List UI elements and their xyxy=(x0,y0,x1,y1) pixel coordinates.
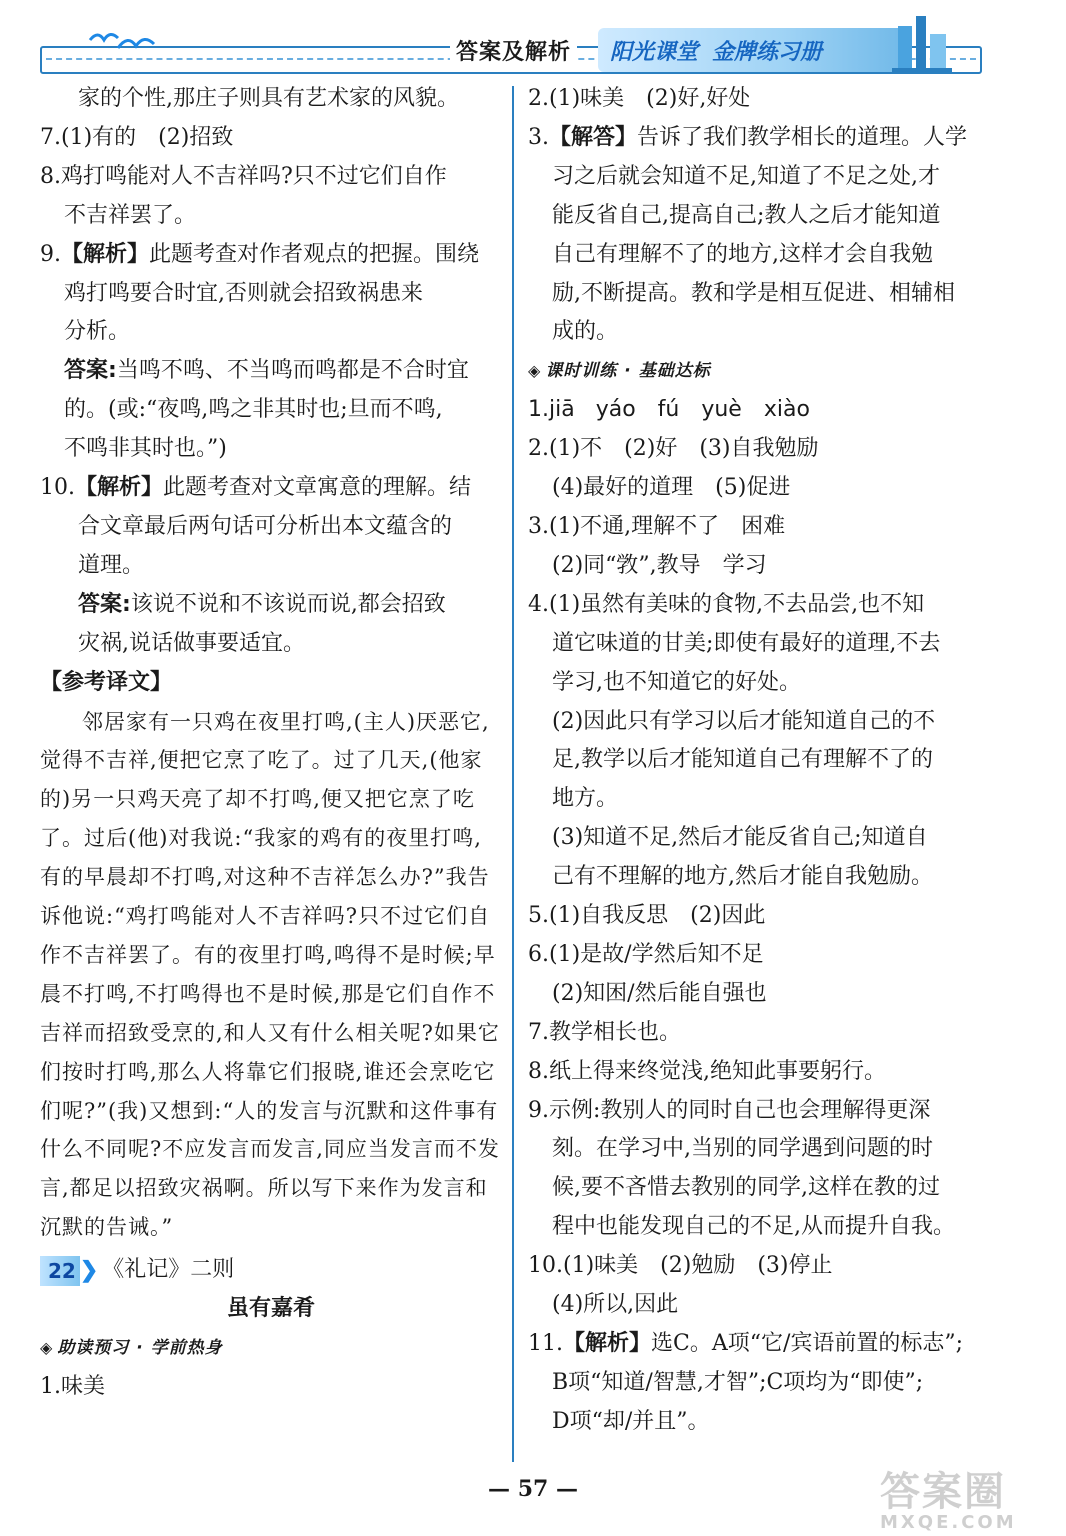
training-answer-9-cont: 程中也能发现自己的不足,从而提升自我。 xyxy=(552,1214,955,1240)
preview-answer-3-cont: 励,不断提高。教和学是相互促进、相辅相 xyxy=(552,280,955,306)
training-answer-4-cont: (2)因此只有学习以后才能知道自己的不 xyxy=(552,708,936,734)
answer-9-solution-cont: 的。(或:“夜鸣,鸣之非其时也;旦而不鸣, xyxy=(64,397,443,423)
right-column xyxy=(528,80,984,1442)
answer-label: 答案: xyxy=(64,358,117,384)
subsection-label: 助读预习 · 学前热身 xyxy=(57,1338,223,1358)
subsection-heading xyxy=(528,352,984,391)
diamond-icon: ◈ xyxy=(40,1338,54,1357)
training-answer-3-cont: (2)同“敩”,教导 学习 xyxy=(552,552,767,578)
training-answer-6: 6.(1)是故/学然后知不足 xyxy=(528,941,764,967)
answer-10-solution-text: 该说不说和不该说而说,都会招致 xyxy=(130,591,446,617)
preview-answer-3-number: 3. xyxy=(528,124,549,150)
training-answer-9-cont: 候,要不吝惜去教别的同学,这样在教的过 xyxy=(552,1175,940,1201)
brand-left: 阳光课堂 xyxy=(610,39,699,65)
preview-answer-3-cont: 自己有理解不了的地方,这样才会自我勉 xyxy=(552,241,933,267)
answer-10 xyxy=(40,469,502,508)
training-answer-4: 4.(1)虽然有美味的食物,不去品尝,也不知 xyxy=(528,591,925,617)
answer-10-solution-cont: 灾祸,说话做事要适宜。 xyxy=(78,630,305,656)
analysis-tag: 【解析】 xyxy=(563,1331,652,1356)
diamond-icon: ◈ xyxy=(528,361,542,381)
lesson-header xyxy=(40,1251,502,1290)
answer-10-number: 10. xyxy=(40,475,75,501)
preview-answer-3-cont: 能反省自己,提高自己;教人之后才能知道 xyxy=(552,202,941,228)
text-line: 家的个性,那庄子则具有艺术家的风貌。 xyxy=(78,86,459,111)
training-answer-11 xyxy=(528,1325,984,1364)
preview-answer-2: 2.(1)味美 (2)好,好处 xyxy=(528,86,751,111)
page-header xyxy=(0,0,1066,82)
training-answer-10-cont: (4)所以,因此 xyxy=(552,1292,679,1318)
training-answer-11-number: 11. xyxy=(528,1331,563,1356)
training-answer-10: 10.(1)味美 (2)勉励 (3)停止 xyxy=(528,1253,833,1279)
answer-10-cont: 道理。 xyxy=(78,552,145,578)
training-answer-11-cont: B项“知道/智慧,才智”;C项均为“即使”; xyxy=(552,1369,924,1395)
answer-label: 答案: xyxy=(78,591,131,617)
training-answer-8: 8.纸上得来终觉浅,绝知此事要躬行。 xyxy=(528,1058,886,1084)
training-answer-4-cont: 学习,也不知道它的好处。 xyxy=(552,669,801,695)
training-answer-9: 9.示例:教别人的同时自己也会理解得更深 xyxy=(528,1097,931,1123)
answer-9-text: 此题考查对作者观点的把握。围绕 xyxy=(149,241,480,267)
brand-banner xyxy=(598,28,910,72)
preview-answer-3-cont: 成的。 xyxy=(552,319,619,345)
preview-answer-1: 1.味美 xyxy=(40,1373,105,1399)
answer-9-solution xyxy=(40,352,502,391)
lesson-title: 《礼记》二则 xyxy=(102,1257,235,1283)
training-answer-2: 2.(1)不 (2)好 (3)自我勉励 xyxy=(528,436,819,462)
training-answer-6-cont: (2)知困/然后能自强也 xyxy=(552,980,767,1006)
analysis-tag: 【解析】 xyxy=(61,241,150,267)
preview-answer-3-cont: 习之后就会知道不足,知道了不足之处,才 xyxy=(552,163,940,189)
training-answer-11-text: 选C。A项“它/宾语前置的标志”; xyxy=(651,1331,964,1356)
lesson-number: 22 xyxy=(40,1256,80,1286)
training-answer-3: 3.(1)不通,理解不了 困难 xyxy=(528,513,786,539)
chevron-right-icon: ❯ xyxy=(79,1257,99,1284)
answer-7: 7.(1)有的 (2)招致 xyxy=(40,124,234,150)
answer-8-cont: 不吉祥罢了。 xyxy=(64,202,197,228)
brand-right: 金牌练习册 xyxy=(712,39,823,65)
subsection-label: 课时训练 · 基础达标 xyxy=(545,361,711,382)
training-answer-9-cont: 刻。在学习中,当别的同学遇到问题的时 xyxy=(552,1136,933,1162)
watermark-url: MXQE.COM xyxy=(880,1512,1017,1533)
answer-9-cont: 鸡打鸣要合时宜,否则就会招致祸患来 xyxy=(64,280,423,306)
watermark-text: 答案圈 xyxy=(880,1469,1006,1515)
watermark-logo xyxy=(880,1470,1060,1532)
training-answer-11-cont: D项“却/并且”。 xyxy=(552,1408,710,1434)
training-answer-5: 5.(1)自我反思 (2)因此 xyxy=(528,903,766,929)
seagull-icon xyxy=(88,26,158,56)
analysis-tag: 【解析】 xyxy=(75,475,164,501)
tower-icon xyxy=(880,12,960,74)
training-answer-4-cont: 道它味道的甘美;即使有最好的道理,不去 xyxy=(552,630,941,656)
training-answer-4-cont: (3)知道不足,然后才能反省自己;知道自 xyxy=(552,825,928,851)
answer-10-solution xyxy=(40,586,502,625)
header-title: 答案及解析 xyxy=(450,35,577,66)
answer-9-solution-text: 当鸣不鸣、不当鸣而鸣都是不合时宜 xyxy=(116,358,469,384)
training-answer-4-cont: 己有不理解的地方,然后才能自我勉励。 xyxy=(552,864,933,890)
answer-9-solution-cont: 不鸣非其时也。”) xyxy=(64,436,227,462)
training-answer-4-cont: 地方。 xyxy=(552,786,619,812)
answer-8: 8.鸡打鸣能对人不吉祥吗?只不过它们自作 xyxy=(40,163,447,189)
solution-tag: 【解答】 xyxy=(549,124,638,150)
answer-10-text: 此题考查对文章寓意的理解。结 xyxy=(163,475,472,501)
training-answer-1: 1.jiā yáo fú yuè xiào xyxy=(528,397,810,423)
preview-answer-3 xyxy=(528,119,984,158)
answer-9 xyxy=(40,236,502,275)
training-answer-4-cont: 足,教学以后才能知道自己有理解不了的 xyxy=(552,747,933,773)
translation-title: 【参考译文】 xyxy=(40,669,173,695)
column-divider xyxy=(512,86,514,1462)
answer-10-cont: 合文章最后两句话可分析出本文蕴含的 xyxy=(78,513,453,539)
page-number: — 57 — xyxy=(488,1476,578,1502)
answer-9-number: 9. xyxy=(40,241,61,267)
section-title: 虽有嘉肴 xyxy=(226,1296,315,1322)
translation-text: 邻居家有一只鸡在夜里打鸣,(主人)厌恶它,觉得不吉祥,便把它烹了吃了。过了几天,(他家的)另一只鸡天亮了却不打鸣,便又把它烹了吃了。过后(他)对我说:“我家的鸡有的夜里打鸣,有的早晨却不打鸣,对这种不吉祥怎么办?”我告诉他说:“鸡打鸣能对人不吉祥吗?只不过它们自作不吉祥罢了。有的夜里打鸣,鸣得不是时候;早晨不打鸣,不打鸣得也不是时候,那是它们自作不吉祥而招致受烹的,和人又有什么相关呢?如果它们按时打鸣,那么人将靠它们报晓,谁还会烹吃它们呢?”(我)又想到:“人的发言与沉默和这件事有什么不同呢?不应发言而发言,同应当发言而不发言,都足以招致灾祸啊。所以写下来作为发言和沉默的告诫。” xyxy=(40,709,500,1240)
training-answer-7: 7.教学相长也。 xyxy=(528,1019,681,1045)
answer-9-cont: 分析。 xyxy=(64,319,131,345)
left-column xyxy=(40,80,502,1407)
subsection-heading xyxy=(40,1329,502,1368)
training-answer-2-cont: (4)最好的道理 (5)促进 xyxy=(552,475,791,501)
preview-answer-3-text: 告诉了我们教学相长的道理。人学 xyxy=(637,124,968,150)
